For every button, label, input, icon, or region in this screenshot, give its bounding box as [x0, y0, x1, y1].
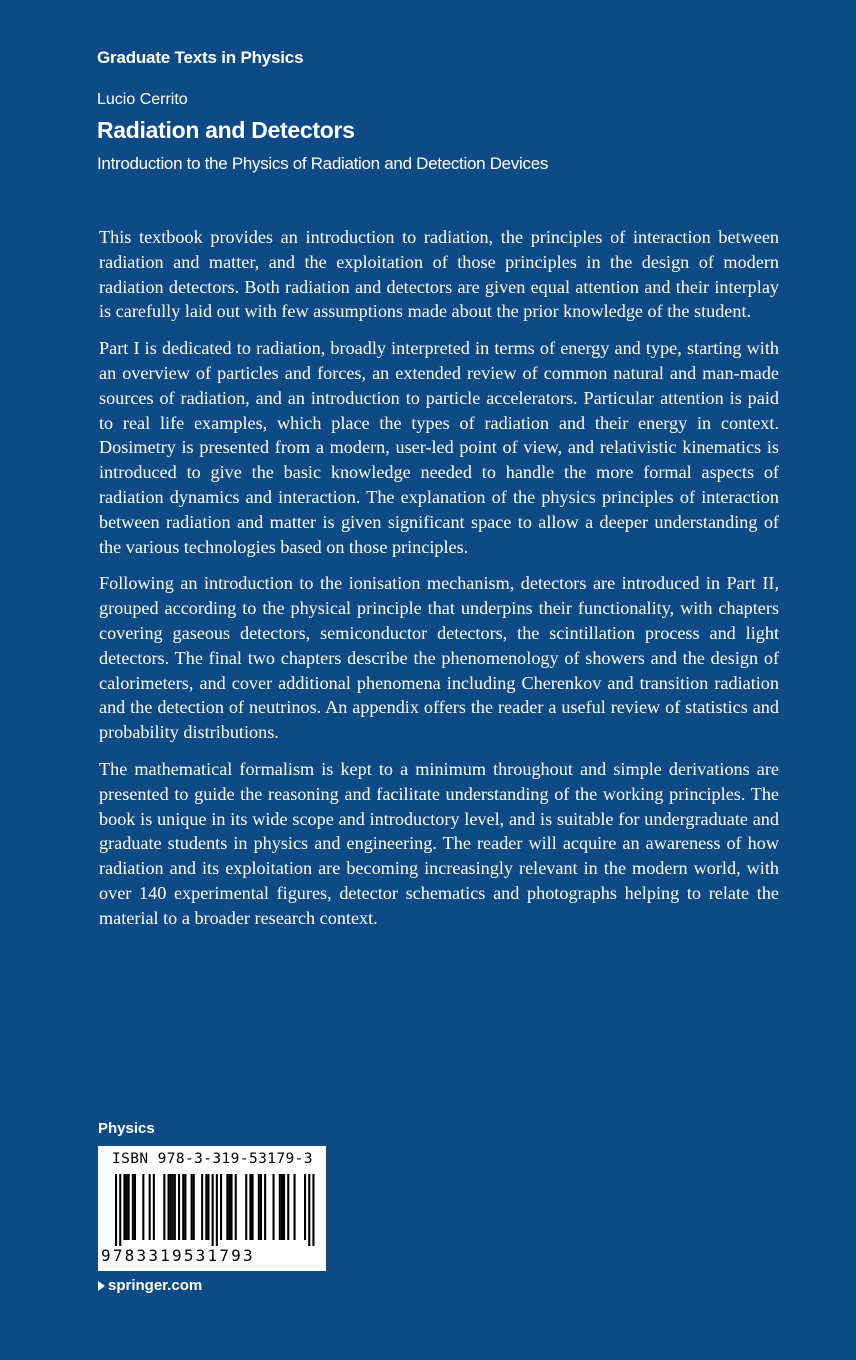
- barcode-icon: [103, 1174, 321, 1246]
- barcode-bar: [308, 1174, 310, 1246]
- barcode-bar: [264, 1174, 266, 1240]
- barcode-bar: [128, 1174, 130, 1240]
- website-text: springer.com: [108, 1277, 203, 1294]
- blurb-paragraph-2: Part I is dedicated to radiation, broadly interpreted in terms of energy and type, starting with an overview of particles and forces, an extended review of common natural and man-made sources of radiation, and an introduction to particle accelerators. Particular attention is paid to real life examples, which place the types of radiation and their energy in context. Dosimetry is presented from a modern, user-led point of view, and relativistic kinematics is introduced to give the basic knowledge needed to handle the more formal aspects of radiation dynamics and interaction. The explanation of the physics principles of interaction between radiation and matter is given significant space to allow a deeper understanding of the various technologies based on those principles.: [99, 338, 779, 557]
- barcode-bar: [172, 1174, 174, 1240]
- barcode-bar: [205, 1174, 207, 1240]
- barcode-bar: [249, 1174, 251, 1240]
- barcode-bar: [279, 1174, 281, 1240]
- barcode-bar: [312, 1174, 314, 1246]
- barcode-bar: [123, 1174, 125, 1240]
- barcode-bar: [216, 1174, 218, 1246]
- barcode-bar: [168, 1174, 170, 1240]
- barcode-bar: [193, 1174, 195, 1240]
- barcode-bar: [201, 1174, 203, 1240]
- barcode-bar: [142, 1174, 144, 1240]
- book-title: Radiation and Detectors: [97, 117, 355, 143]
- blurb-paragraph-3: Following an introduction to the ionisation mechanism, detectors are introduced in Part II, grouped according to the physical principle that underpins their functionality, with chapters covering gaseous detectors, semiconductor detectors, the scintillation process and light detectors. The final two chapters describe the phenomenology of showers and the design of calorimeters, and cover additional phenomena including Cherenkov and transition radiation and the detection of neutrinos. An appendix offers the reader a useful review of statistics and probability distributions.: [99, 573, 779, 743]
- blurb: [99, 225, 779, 943]
- barcode-bar: [220, 1174, 222, 1240]
- barcode-bar: [184, 1174, 186, 1240]
- barcode-bar: [258, 1174, 260, 1240]
- blurb-paragraph-1: This textbook provides an introduction to radiation, the principles of interaction between radiation and matter, and the exploitation of those principles in the design of modern radiation detectors. Both radiation and detectors are given equal attention and their interplay is carefully laid out with few assumptions made about the prior knowledge of the student.: [99, 227, 779, 322]
- barcode-bar: [273, 1174, 275, 1240]
- subject-label: Physics: [98, 1120, 155, 1137]
- barcode-bar: [287, 1174, 289, 1240]
- ean-digits: 9783319531793: [101, 1246, 255, 1265]
- barcode-bar: [212, 1174, 214, 1246]
- isbn-text: ISBN 978-3-319-53179-3: [112, 1151, 313, 1167]
- barcode-bar: [149, 1174, 151, 1240]
- book-subtitle: Introduction to the Physics of Radiation and Detection Devices: [97, 154, 549, 173]
- barcode-bar: [132, 1174, 134, 1240]
- barcode-bar: [235, 1174, 237, 1240]
- barcode-bar: [153, 1174, 155, 1240]
- barcode-bar: [191, 1174, 193, 1240]
- barcode-bar: [178, 1174, 180, 1240]
- website-link[interactable]: [98, 1277, 202, 1294]
- barcode-bar: [163, 1174, 165, 1240]
- barcode-bar: [226, 1174, 228, 1240]
- barcode-bar: [294, 1174, 296, 1240]
- barcode-bar: [174, 1174, 176, 1240]
- barcode-bar: [119, 1174, 121, 1246]
- barcode-bar: [207, 1174, 209, 1240]
- barcode-bar: [283, 1174, 285, 1240]
- barcode-bar: [170, 1174, 172, 1240]
- barcode-bar: [115, 1174, 117, 1246]
- barcode-bar: [245, 1174, 247, 1240]
- series-name: Graduate Texts in Physics: [97, 48, 304, 67]
- arrow-right-icon: [98, 1281, 105, 1291]
- barcode-bar: [304, 1174, 306, 1240]
- blurb-paragraph-4: The mathematical formalism is kept to a minimum throughout and simple derivations are presented to guide the reasoning and facilitate understanding of the working principles. The book is unique in its wide scope and introductory level, and is suitable for undergraduate and graduate students in physics and engineering. The reader will acquire an awareness of how radiation and its exploitation are becoming increasingly relevant in the modern world, with over 140 experimental figures, detector schematics and photographs helping to relate the material to a broader research context.: [99, 758, 779, 928]
- barcode-bar: [281, 1174, 283, 1240]
- barcode-bar: [228, 1174, 230, 1240]
- barcode-bar: [252, 1174, 254, 1240]
- barcode-bar: [231, 1174, 233, 1240]
- barcode-bar: [126, 1174, 128, 1240]
- barcode-box: [98, 1146, 326, 1271]
- author-name: Lucio Cerrito: [97, 91, 188, 108]
- barcode-bar: [260, 1174, 262, 1240]
- barcode-bar: [182, 1174, 184, 1240]
- barcode-bar: [134, 1174, 136, 1240]
